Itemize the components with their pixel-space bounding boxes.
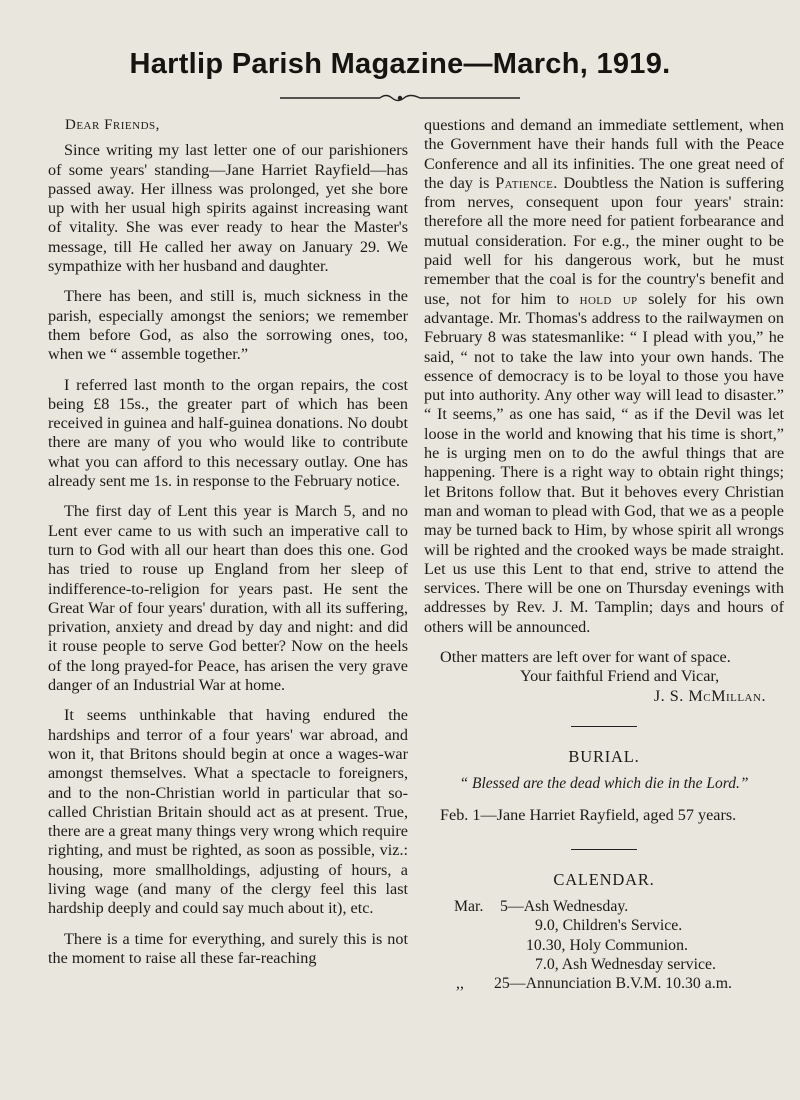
calendar-entry: 25—Annunciation B.V.M. 10.30 a.m. <box>494 975 732 993</box>
signature: J. S. McMillan. <box>653 686 766 705</box>
calendar-row <box>424 955 784 974</box>
text-run: Doubtless the Nation is suffering from nerves, consequent upon four years' strain: therefore all the more need for patient forbearance and mutual consideration. For e.g., the miner ought to be paid well for his dangerous work, but he must remember that the coal is for the country's benefit and use, not for him to <box>424 173 784 308</box>
paragraph: It seems unthinkable that having endured the hardships and terror of a four years' war abroad, and won it, that Britons should begin at once a wages-war amongst themselves. What a spectacle to foreigners, and to the non-Christian world in particular that so-called Christian Britain should act as at present. True, there are a great many things very wrong which require righting, and must be righted, as soon as possible, viz.: housing, more smallholdings, adjusting of hours, a living wage (and many of the clergy feel this last hardship deeply and could say much about it), etc. <box>48 706 408 918</box>
calendar-row <box>424 916 784 935</box>
left-column <box>48 116 408 979</box>
salutation: Dear Friends, <box>65 117 160 133</box>
burial-heading: BURIAL. <box>568 746 640 766</box>
ornament-rule-icon <box>280 92 520 104</box>
right-column <box>424 116 784 994</box>
calendar-row <box>424 974 784 993</box>
calendar-entry: 5—Ash Wednesday. <box>500 898 629 916</box>
section-divider <box>571 849 637 850</box>
calendar-entry: 7.0, Ash Wednesday service. <box>535 955 716 973</box>
burial-entry: Feb. 1—Jane Harriet Rayfield, aged 57 years. <box>440 805 737 824</box>
text-run: questions and demand an immediate settlement, when the Government have their hands full with the Peace Conference and all its infinities. The one great need of the day is <box>424 116 784 192</box>
paragraph: There is a time for everything, and surely this is not the moment to raise all these far-reaching <box>48 929 408 967</box>
section-divider <box>571 726 637 727</box>
closing-line: Your faithful Friend and Vicar, <box>520 667 720 686</box>
burial-quote: “ Blessed are the dead which die in the Lord.” <box>459 775 749 793</box>
calendar-row <box>424 897 784 916</box>
calendar-row <box>424 936 784 955</box>
paragraph: Since writing my last letter one of our parishioners of some years' standing—Jane Harriet Rayfield—has passed away. Her illness was prolonged, yet she bore up with her usual high spirits against increasing want of vitality. She was ever ready to hear the Master's message, till He called her away on January 29. We sympathize with her husband and daughter. <box>48 141 408 276</box>
emphasis-hold-up: hold up <box>579 289 638 308</box>
page-title: Hartlip Parish Magazine—March, 1919. <box>129 48 671 80</box>
paragraph: I referred last month to the organ repairs, the cost being £8 15s., the greater part of which has been received in guinea and half-guinea donations. No doubt there are many of you who would like to contribute what you can afford to this necessary outlay. One has already sent me 1s. in response to the February notice. <box>48 375 408 491</box>
text-run: solely for his own advantage. Mr. Thomas's address to the railwaymen on February 8 was statesmanlike: “ I plead with you,” he said, “ not to take the law into your own hands. The essence of democracy is to be loyal to those you have put into authority. Any other way will lead to disaster.” “ It seems,” as one has said, “ as if the Devil was let loose in the world and knowing that his time is short,” he is urging men on to do the awful things that are happening. There is a right way to obtain right things; let Britons follow that. But it behoves every Christian man and woman to plead with God, that we as a people may be turned back to Him, by whose spirit all wrongs will be righted and the crooked ways be made straight. Let us use this Lent to that end, strive to attend the services. There will be one on Thursday evenings with addresses by Rev. J. M. Tamplin; days and hours of others will be announced. <box>424 289 784 636</box>
calendar-ditto: ,, <box>456 975 464 993</box>
paragraph: There has been, and still is, much sickness in the parish, especially amongst the seniors; we remember them before God, as also the sorrowing ones, too, when we “ assemble together.” <box>48 287 408 364</box>
ornament-divider <box>280 92 520 104</box>
paragraph-continued <box>424 116 784 637</box>
calendar-entry: 9.0, Children's Service. <box>535 917 683 935</box>
calendar-heading: CALENDAR. <box>553 869 655 889</box>
calendar-month: Mar. <box>454 898 484 916</box>
calendar-entry: 10.30, Holy Communion. <box>526 936 688 954</box>
calendar-list <box>424 897 784 993</box>
emphasis-patience: Patience. <box>495 173 558 192</box>
paragraph: The first day of Lent this year is March 5, and no Lent ever came to us with such an imperative call to turn to God with all our heart than does this one. God has tried to rouse up England from her sleep of indifference-to-religion for years past. He sent the Great War of four years' duration, with all its suffering, privation, anxiety and dread by day and night: and did it rouse people to serve God better? Now on the heels of the long prayed-for Peace, has arisen the very grave danger of an Industrial War at home. <box>48 502 408 695</box>
signoff <box>424 648 784 706</box>
closing-note: Other matters are left over for want of space. <box>440 648 731 667</box>
